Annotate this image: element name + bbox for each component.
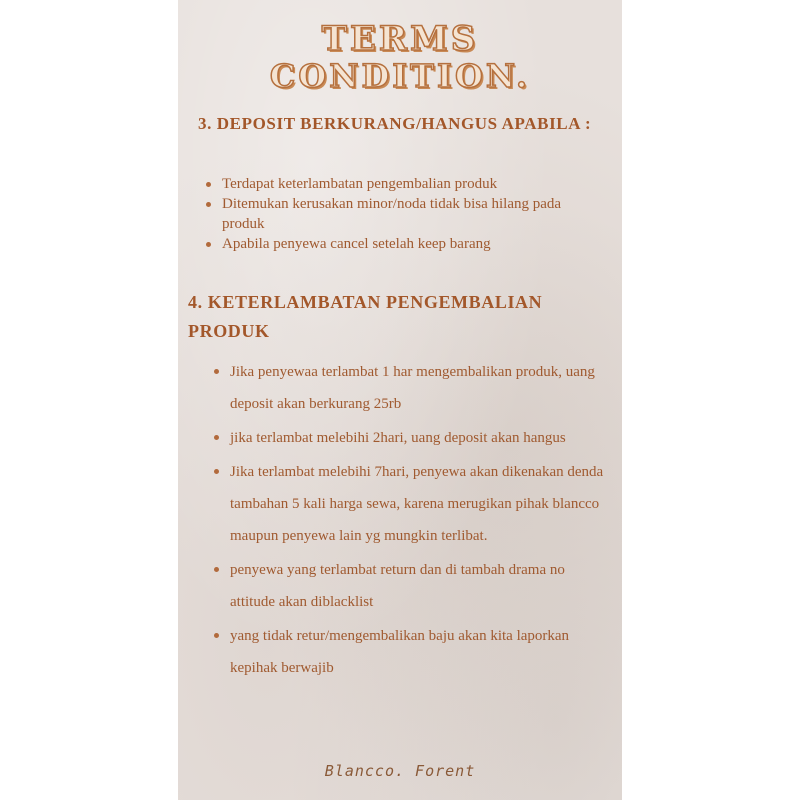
list-item: Jika terlambat melebihi 7hari, penyewa akan dikenakan denda tambahan 5 kali harga sewa, karena merugikan pihak blancco maupun penyewa lain yg mungkin terlibat. (212, 456, 612, 552)
title-line-2: CONDITION. (269, 57, 531, 95)
list-item: Ditemukan kerusakan minor/noda tidak bisa hilang pada produk (204, 194, 604, 234)
list-item: jika terlambat melebihi 2hari, uang deposit akan hangus (212, 422, 612, 454)
section-4-list (212, 356, 612, 686)
terms-card (178, 0, 622, 800)
list-item: penyewa yang terlambat return dan di tambah drama no attitude akan diblacklist (212, 554, 612, 618)
list-item: Jika penyewaa terlambat 1 har mengembalikan produk, uang deposit akan berkurang 25rb (212, 356, 612, 420)
list-item: Terdapat keterlambatan pengembalian produk (204, 174, 604, 194)
section-4-heading: 4. KETERLAMBATAN PENGEMBALIAN PRODUK (188, 292, 543, 341)
list-item: yang tidak retur/mengembalikan baju akan kita laporkan kepihak berwajib (212, 620, 612, 684)
section-3-list (204, 174, 604, 254)
title-line-1: TERMS (321, 19, 479, 59)
list-item: Apabila penyewa cancel setelah keep barang (204, 234, 604, 254)
brand-signature: Blancco. Forent (324, 762, 476, 780)
section-3-heading: 3. DEPOSIT BERKURANG/HANGUS APABILA : (198, 114, 592, 133)
